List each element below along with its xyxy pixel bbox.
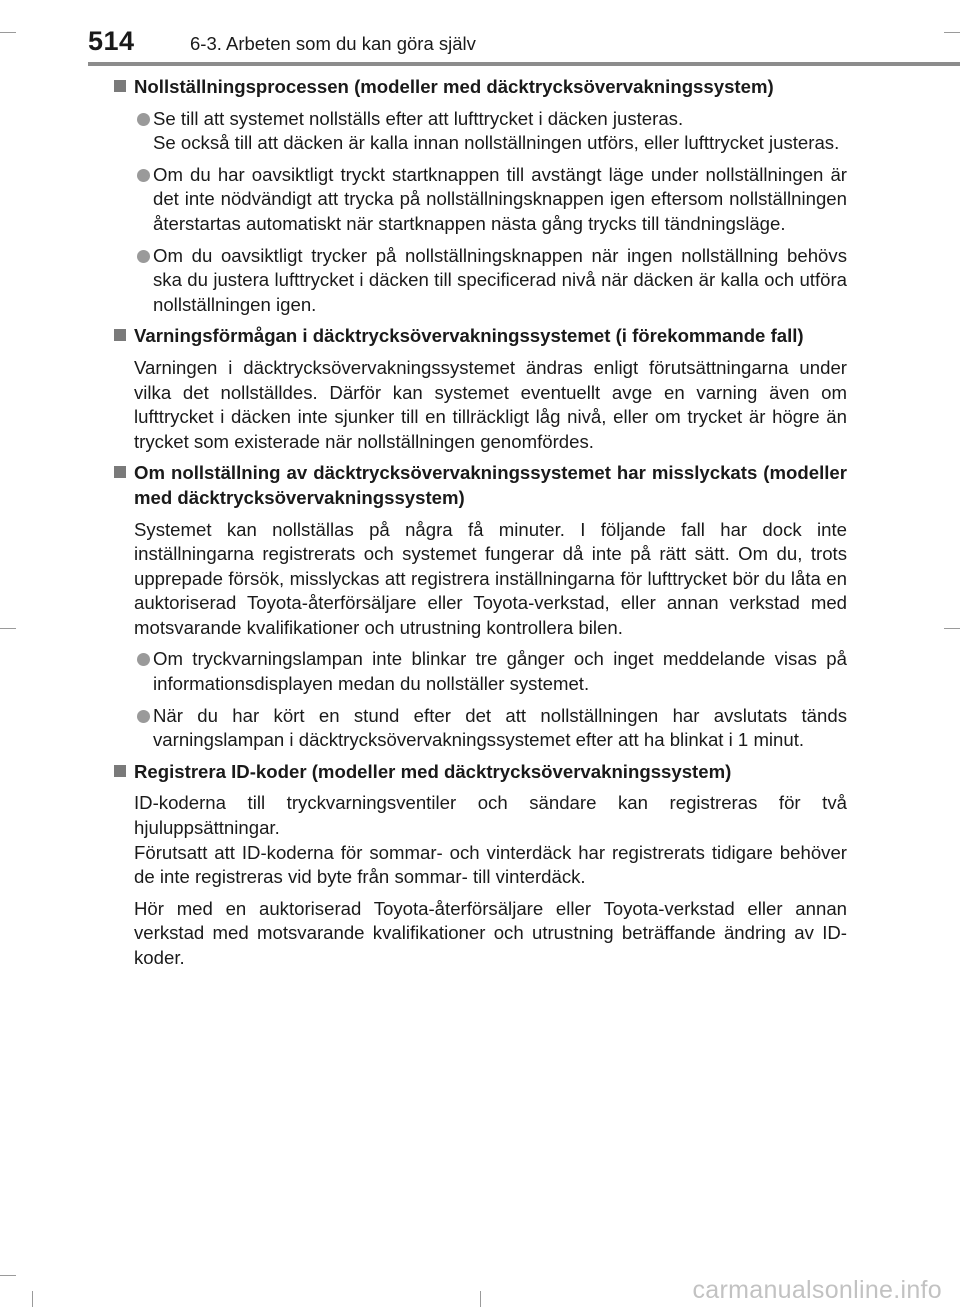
page-number: 514 xyxy=(88,26,135,56)
header-rule xyxy=(88,62,960,66)
circle-bullet-icon xyxy=(137,169,150,182)
square-bullet-icon xyxy=(114,765,126,777)
crop-mark xyxy=(0,628,16,629)
paragraph: ID-koderna till tryckvarningsventiler och sändare kan registreras för två hjuluppsättningar. Förutsatt att ID-koderna för sommar- och vinterdäck har registrerats tidigare behöver de inte registreras vid byte från sommar- till vinterdäck. xyxy=(134,792,847,888)
section-register-id-codes xyxy=(114,760,847,971)
list-item: Om du oavsiktligt trycker på nollställningsknappen när ingen nollställning behövs ska du justera lufttrycket i däcken till specificerad nivå när däcken är kalla och utföra nollställningen igen. xyxy=(114,244,847,318)
crop-mark xyxy=(0,1275,16,1276)
circle-bullet-icon xyxy=(137,113,150,126)
watermark: carmanualsonline.info xyxy=(692,1276,942,1304)
square-bullet-icon xyxy=(114,329,126,341)
subheading: Nollställningsprocessen (modeller med däcktrycksövervakningssystem) xyxy=(114,75,847,100)
section-title: 6-3. Arbeten som du kan göra själv xyxy=(190,33,476,54)
circle-bullet-icon xyxy=(137,250,150,263)
list-item: När du har kört en stund efter det att nollställningen har avslutats tänds varningslampan i däcktrycksövervakningssystemet efter att ha blinkat i 1 minut. xyxy=(114,704,847,753)
document-body xyxy=(114,75,847,978)
subheading: Om nollställning av däcktrycksövervakningssystemet har misslyckats (modeller med däcktrycksövervakningssystem) xyxy=(114,461,847,510)
crop-mark xyxy=(480,1291,481,1307)
page-header xyxy=(88,26,960,62)
section-warning-capability xyxy=(114,324,847,454)
circle-bullet-icon xyxy=(137,710,150,723)
section-reset-process xyxy=(114,75,847,317)
square-bullet-icon xyxy=(114,466,126,478)
crop-mark xyxy=(32,1291,33,1307)
circle-bullet-icon xyxy=(137,653,150,666)
list-item: Om tryckvarningslampan inte blinkar tre gånger och inget meddelande visas på informationsdisplayen medan du nollställer systemet. xyxy=(114,647,847,696)
list-item: Om du har oavsiktligt tryckt startknappen till avstängt läge under nollställningen är det inte nödvändigt att trycka på nollställningsknappen igen eftersom nollställningen återstartas automatiskt när startknappen nästa gång trycks till tändningsläge. xyxy=(114,163,847,237)
crop-mark xyxy=(0,32,16,33)
square-bullet-icon xyxy=(114,80,126,92)
paragraph: Hör med en auktoriserad Toyota-återförsäljare eller Toyota-verkstad eller annan verkstad med motsvarande kvalifikationer och utrustning beträffande ändring av ID-koder. xyxy=(134,897,847,968)
crop-mark xyxy=(944,628,960,629)
paragraph: Systemet kan nollställas på några få minuter. I följande fall har dock inte inställningarna registrerats och systemet fungerar då inte på rätt sätt. Om du, trots upprepade försök, misslyckas att registrera inställningarna för lufttrycket bör du låta en auktoriserad Toyota-återförsäljare eller Toyota-verkstad, eller annan verkstad med motsvarande kvalifikationer och utrustning kontrollera bilen. xyxy=(134,518,847,638)
list-item: Se till att systemet nollställs efter att lufttrycket i däcken justeras. Se också till att däcken är kalla innan nollställningen utförs, eller lufttrycket justeras. xyxy=(114,107,847,156)
subheading: Varningsförmågan i däcktrycksövervakningssystemet (i förekommande fall) xyxy=(114,324,847,349)
section-reset-failed xyxy=(114,461,847,753)
paragraph: Varningen i däcktrycksövervakningssystemet ändras enligt förutsättningarna under vilka det nollställdes. Därför kan systemet eventuellt avge en varning även om lufttrycket i däcken inte sjunker till en tillräckligt låg nivå, eller om trycket är högre än trycket som existerade när nollställningen genomfördes. xyxy=(134,356,847,452)
subheading: Registrera ID-koder (modeller med däcktrycksövervakningssystem) xyxy=(114,760,847,785)
